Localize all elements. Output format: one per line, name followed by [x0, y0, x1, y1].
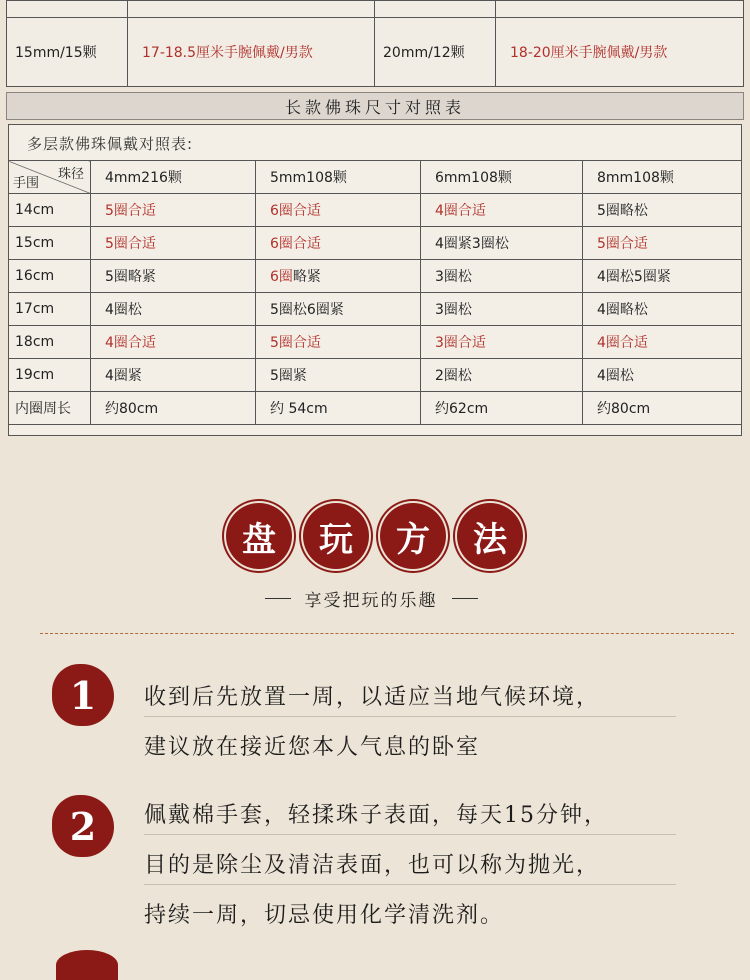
table-cell: 4圈紧	[91, 359, 256, 392]
row-label: 16cm	[9, 260, 91, 293]
title-char: 盘	[226, 503, 292, 569]
table-cell: 6圈略紧	[256, 260, 421, 293]
title-bar-text: 长款佛珠尺寸对照表	[284, 97, 465, 117]
table-cell: 6圈合适	[256, 194, 421, 227]
bead-size-20mm: 20mm/12颗	[375, 18, 496, 87]
title-char: 方	[380, 503, 446, 569]
row-label: 15cm	[9, 227, 91, 260]
wrist-fit-15mm: 17-18.5厘米手腕佩戴/男款	[128, 18, 375, 87]
table-cell: 4圈合适	[421, 194, 583, 227]
table-cell: 4圈略松	[583, 293, 742, 326]
wrist-fit-20mm: 18-20厘米手腕佩戴/男款	[496, 18, 744, 87]
column-header: 4mm216颗	[91, 161, 256, 194]
divider	[144, 834, 676, 835]
table-cell: 3圈合适	[421, 326, 583, 359]
step-1-line-1: 收到后先放置一周，以适应当地气候环境，	[144, 685, 601, 710]
table-cell: 4圈松5圈紧	[583, 260, 742, 293]
size-table-top	[6, 0, 744, 87]
table-cell: 约80cm	[583, 392, 742, 425]
step-2-line-2: 目的是除尘及清洁表面，也可以称为抛光，	[144, 853, 601, 878]
divider	[144, 884, 676, 885]
step-2-line-1: 佩戴棉手套，轻揉珠子表面，每天15分钟，	[144, 803, 608, 828]
table-row	[9, 293, 742, 326]
table-cell: 4圈松	[583, 359, 742, 392]
table-cell: 5圈松6圈紧	[256, 293, 421, 326]
column-header: 8mm108颗	[583, 161, 742, 194]
table-row	[9, 392, 742, 425]
table-row	[9, 194, 742, 227]
table-row	[9, 359, 742, 392]
table-row	[9, 326, 742, 359]
table-cell: 约80cm	[91, 392, 256, 425]
table-cell: 4圈松	[91, 293, 256, 326]
step-3-badge	[56, 950, 118, 980]
divider	[144, 716, 676, 717]
subtitle-text: 享受把玩的乐趣	[304, 590, 438, 611]
table-cell: 6圈合适	[256, 227, 421, 260]
table-cell: 5圈略紧	[91, 260, 256, 293]
table-cell: 5圈合适	[91, 227, 256, 260]
dotted-divider	[40, 633, 734, 634]
table-header-row	[9, 161, 742, 194]
multilayer-size-table	[8, 124, 742, 436]
row-label: 17cm	[9, 293, 91, 326]
corner-bottom-label: 手围	[13, 176, 40, 191]
table-cell: 5圈紧	[256, 359, 421, 392]
title-char: 法	[457, 503, 523, 569]
step-2-line-3: 持续一周，切忌使用化学清洗剂。	[144, 903, 505, 928]
table-row	[9, 227, 742, 260]
divider	[265, 598, 291, 599]
long-bead-size-title	[6, 92, 744, 120]
table-cell: 4圈合适	[91, 326, 256, 359]
table-row	[9, 260, 742, 293]
table-cell: 3圈松	[421, 293, 583, 326]
step-2-badge: 2	[52, 795, 114, 857]
row-label: 18cm	[9, 326, 91, 359]
bead-size-15mm: 15mm/15颗	[7, 18, 128, 87]
table-caption: 多层款佛珠佩戴对照表:	[27, 135, 194, 153]
table-cell: 约62cm	[421, 392, 583, 425]
title-char: 玩	[303, 503, 369, 569]
size-grid	[8, 160, 742, 425]
row-label: 14cm	[9, 194, 91, 227]
method-subtitle	[236, 586, 506, 610]
table-cell: 5圈合适	[91, 194, 256, 227]
table-cell: 5圈合适	[256, 326, 421, 359]
table-cell: 2圈松	[421, 359, 583, 392]
divider	[452, 598, 478, 599]
table-cell: 5圈合适	[583, 227, 742, 260]
column-header: 5mm108颗	[256, 161, 421, 194]
row-label: 内圈周长	[9, 392, 91, 425]
table-cell: 3圈松	[421, 260, 583, 293]
table-cell: 5圈略松	[583, 194, 742, 227]
table-cell: 4圈紧3圈松	[421, 227, 583, 260]
table-cell: 4圈合适	[583, 326, 742, 359]
column-header: 6mm108颗	[421, 161, 583, 194]
row-label: 19cm	[9, 359, 91, 392]
step-1-line-2: 建议放在接近您本人气息的卧室	[144, 735, 481, 760]
method-section-title	[226, 503, 526, 573]
step-1-badge: 1	[52, 664, 114, 726]
corner-cell	[9, 161, 91, 194]
corner-top-label: 珠径	[57, 167, 84, 182]
table-cell: 约 54cm	[256, 392, 421, 425]
